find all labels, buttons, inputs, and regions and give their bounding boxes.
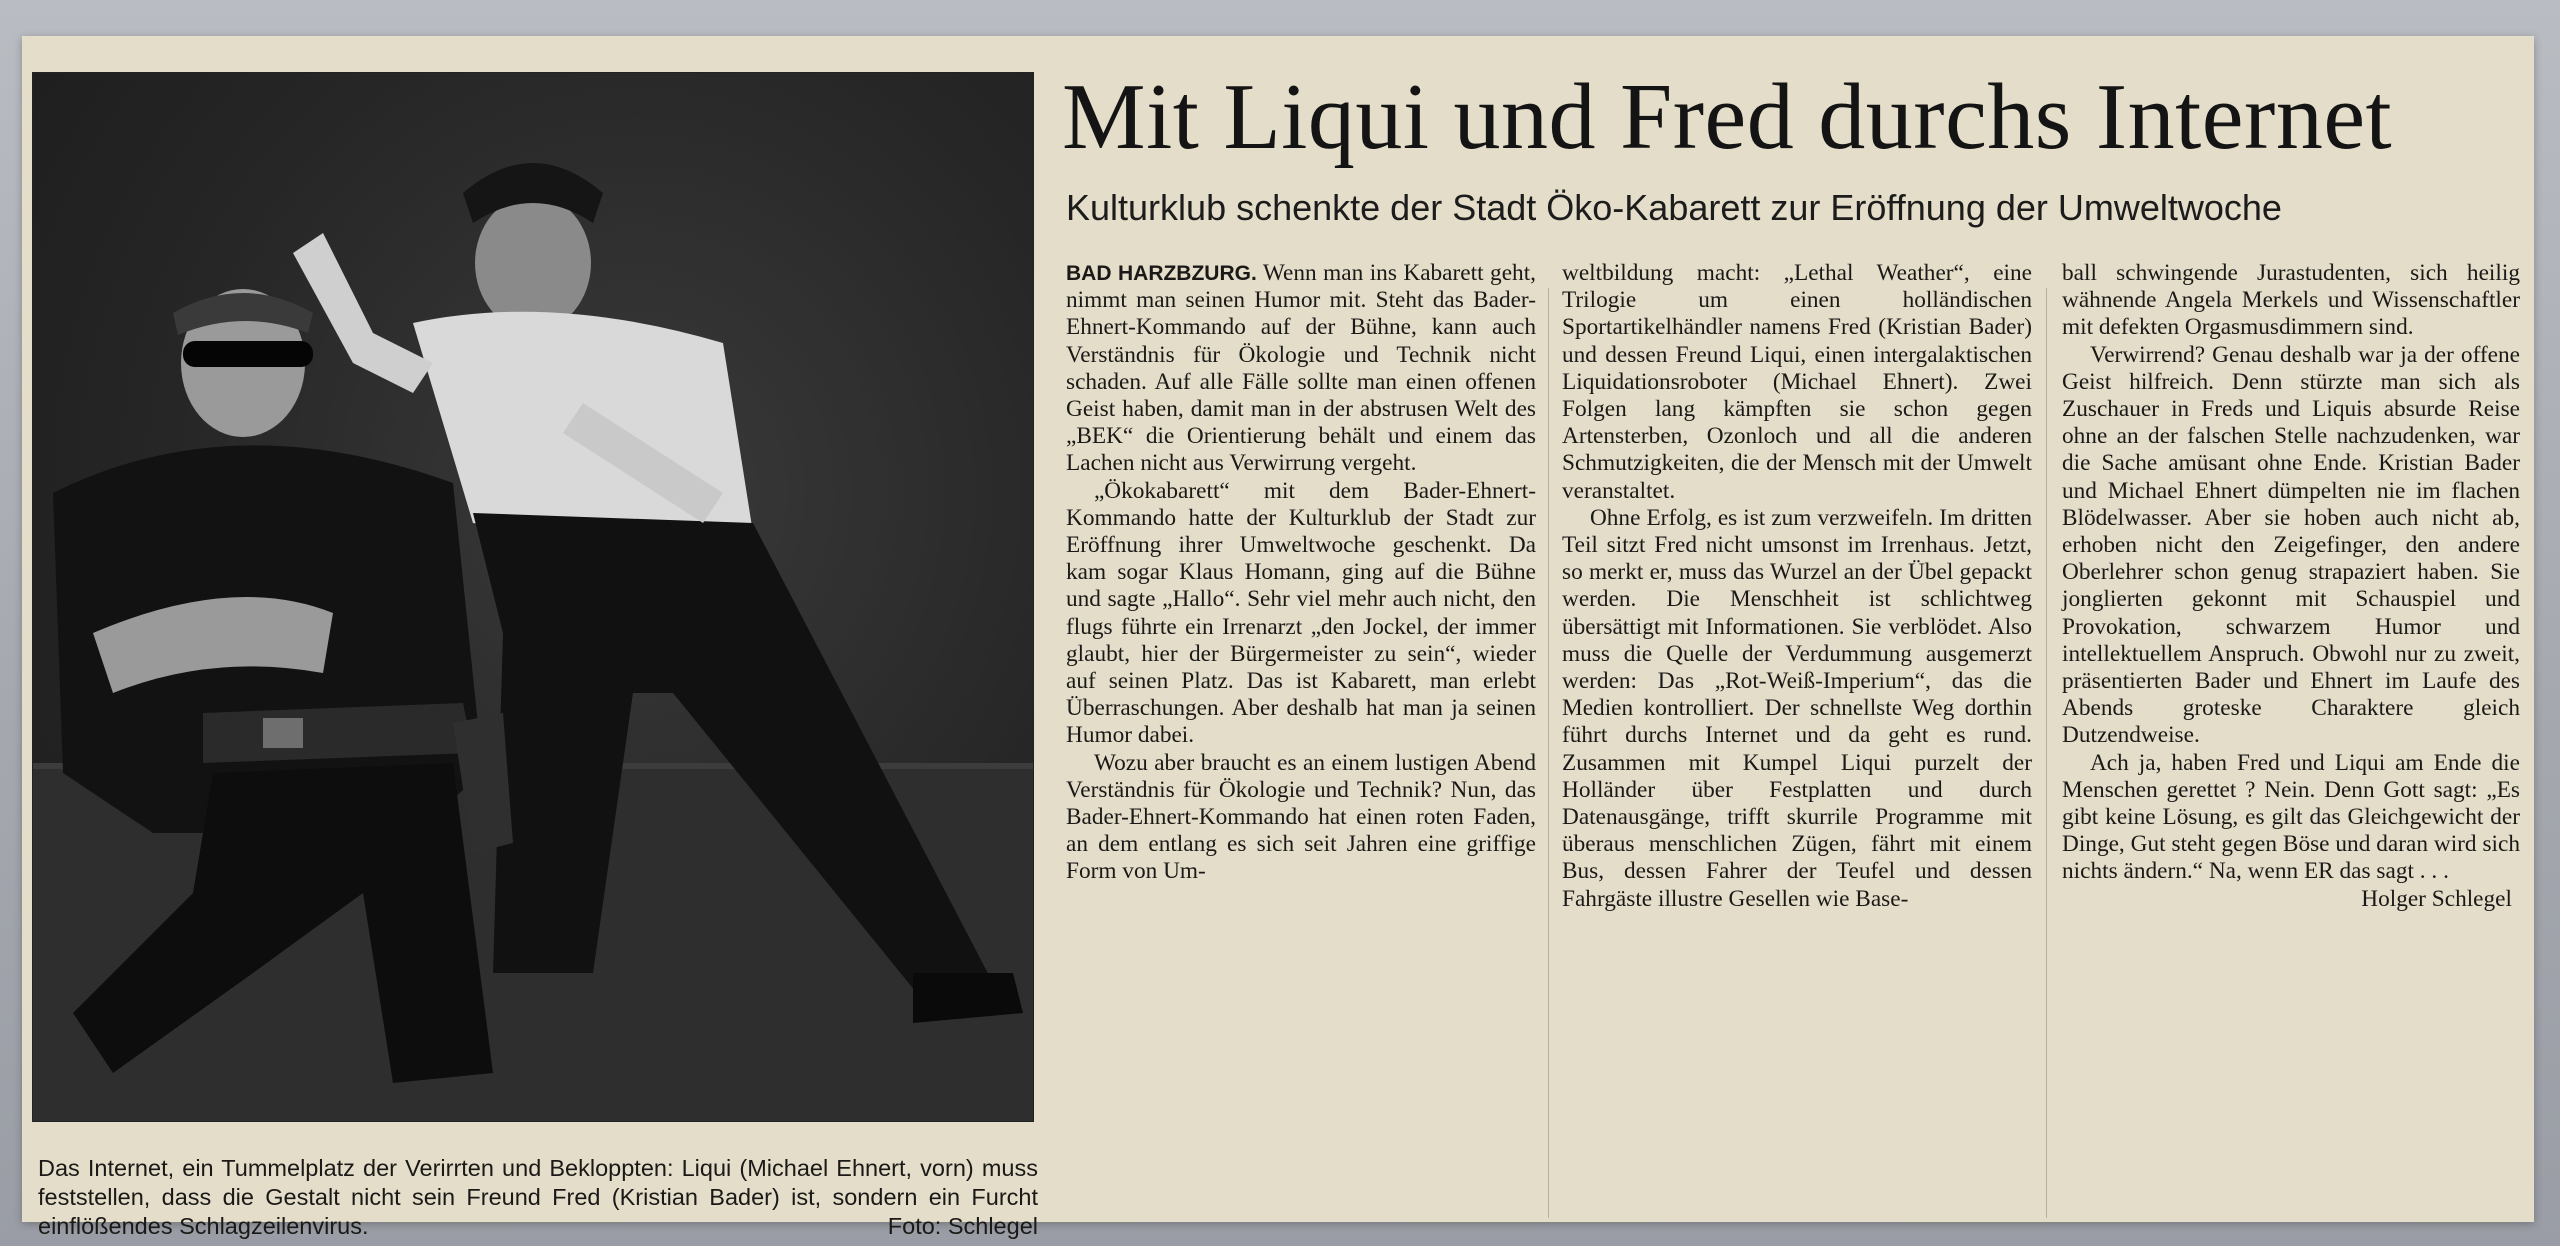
paragraph-text: Wenn man ins Kabarett geht, nimmt man seinen Humor mit. Steht das Bader-Ehnert-Kommando auf der Bühne, kann auch Verständnis für Ökologie und Technik nicht schaden. Auf alle Fälle sollte man einen offenen Geist haben, damit man in der abstrusen Welt des „BEK“ die Orientierung behält und einem das Lachen nicht aus Verwirrung vergeht. (1066, 260, 1536, 477)
dateline: BAD HARZBZURG. (1066, 262, 1257, 285)
article-paragraph: Verwirrend? Genau deshalb war ja der offene Geist hilfreich. Denn stürzte man sich als Zuschauer in Freds und Liquis absurde Reise ohne an der falschen Stelle nachzudenken, war die Sache amüsant ohne Ende. Kristian Bader und Michael Ehnert dümpelten nie im flachen Blödelwasser. Aber sie hoben auch nicht ab, erhoben nicht den Zeigefinger, den andere Oberlehrer schon genug strapaziert haben. Sie jonglierten gekonnt mit Schauspiel und Provokation, schwarzem Humor und intellektuellem Anspruch. Obwohl nur zu zweit, präsentierten Bader und Ehnert im Laufe des Abends groteske Charaktere gleich Dutzendweise. (2062, 341, 2520, 749)
author-byline: Holger Schlegel (2361, 885, 2512, 912)
article-column-1 (1066, 260, 1536, 886)
article-paragraph: Ohne Erfolg, es ist zum verzweifeln. Im dritten Teil sitzt Fred nicht umsonst im Irrenhaus. Jetzt, so merkt er, muss das Wurzel an der Übel gepackt werden. Die Menschheit ist schlichtweg übersättigt mit Informationen. Sie verblödet. Also muss die Quelle der Verdummung ausgemerzt werden: Das „Rot-Weiß-Imperium“, das die Medien kontrolliert. Der schnellste Weg dorthin führt durchs Internet und da geht es rund. Zusammen mit Kumpel Liqui purzelt der Holländer über Festplatten und durch Datenausgänge, trifft skurrile Programme mit überaus menschlichen Zügen, fährt mit einem Bus, dessen Fahrer der Teufel und dessen Fahrgäste illustre Gesellen wie Base- (1562, 504, 2032, 912)
photo-credit: Foto: Schlegel (887, 1213, 1038, 1239)
article-column-2 (1562, 260, 2032, 913)
article-paragraph: „Ökokabarett“ mit dem Bader-Ehnert-Kommando hatte der Kulturklub der Stadt zur Eröffnung ihrer Umweltwoche geschenkt. Da kam sogar Klaus Homann, ging auf die Bühne und sagte „Hallo“. Sehr viel mehr auch nicht, den flugs führte ein Irrenarzt „den Jockel, der immer glaubt, hier der Bürgermeister zu sein“, wieder auf seinen Platz. Das ist Kabarett, man erlebt Überraschungen. Aber deshalb hat man ja seinen Humor dabei. (1066, 477, 1536, 749)
subheadline: Kulturklub schenkte der Stadt Öko-Kabarett zur Eröffnung der Umweltwoche (1066, 187, 2282, 228)
article-paragraph (1066, 260, 1536, 478)
article-paragraph: weltbildung macht: „Lethal Weather“, eine Trilogie um einen holländischen Sportartikelhändler namens Fred (Kristian Bader) und dessen Freund Liqui, einen intergalaktischen Liquidationsroboter (Michael Ehnert). Zwei Folgen lang kämpften sie schon gegen Artensterben, Ozonloch und all die anderen Schmutzigkeiten, die der Mensch mit der Umwelt veranstaltet. (1562, 260, 2032, 504)
article-paragraph: Wozu aber braucht es an einem lustigen Abend Verständnis für Ökologie und Technik? Nun, das Bader-Ehnert-Kommando hat einen roten Faden, an dem entlang es sich seit Jahren eine griffige Form von Um- (1066, 749, 1536, 885)
article-photo (32, 72, 1034, 1122)
article-paragraph (2062, 749, 2520, 912)
article-column-3 (2062, 260, 2520, 913)
photo-illustration (33, 73, 1033, 1121)
column-divider (2046, 288, 2047, 1218)
column-divider (1548, 288, 1549, 1218)
photo-caption (38, 1154, 1038, 1241)
newspaper-clipping (22, 36, 2534, 1239)
paragraph-text: Ach ja, haben Fred und Liqui am Ende die Menschen gerettet ? Nein. Denn Gott sagt: „Es gibt keine Lösung, es gilt das Gleichgewicht der Dinge, Gut steht gegen Böse und daran wird sich nichts ändern.“ Na, wenn ER das sagt . . . (2062, 749, 2520, 885)
headline: Mit Liqui und Fred durchs Internet (1062, 65, 2393, 169)
article-paragraph: ball schwingende Jurastudenten, sich heilig wähnende Angela Merkels und Wissenschaftler mit defekten Orgasmusdimmern sind. (2062, 260, 2520, 341)
caption-text: Das Internet, ein Tummelplatz der Verirrten und Bekloppten: Liqui (Michael Ehnert, vorn) muss feststellen, dass die Gestalt nicht sein Freund Fred (Kristian Bader) ist, sondern ein Furcht einflößendes Schlagzeilenvirus. (38, 1155, 1038, 1239)
